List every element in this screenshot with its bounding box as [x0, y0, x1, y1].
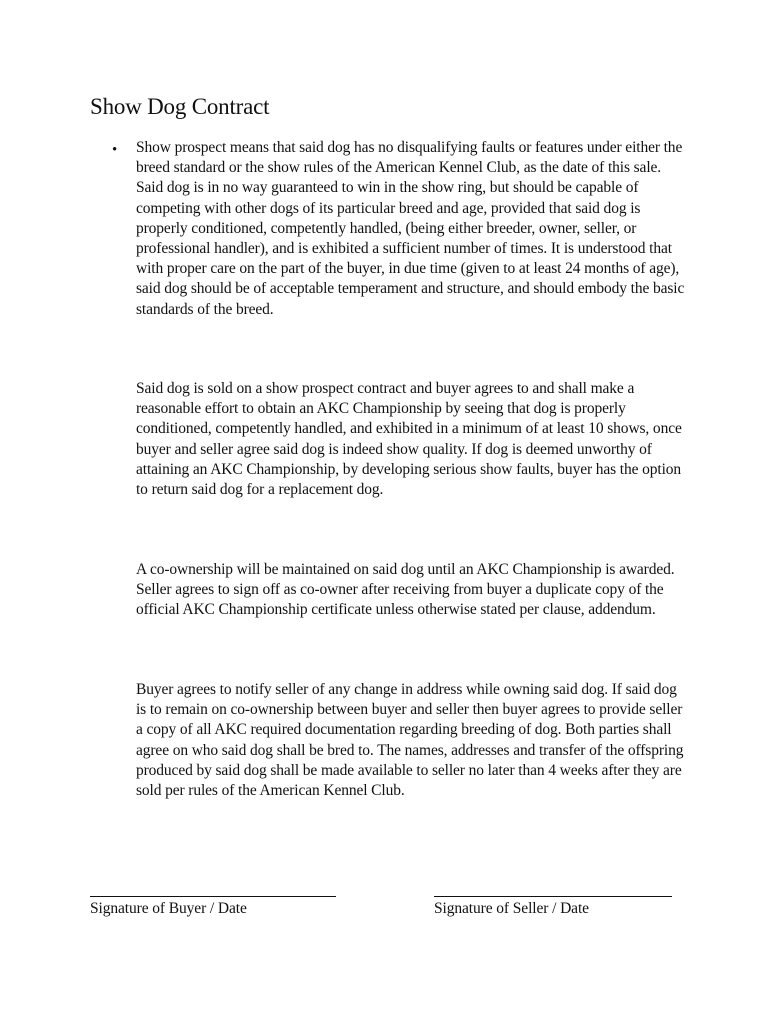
buyer-signature-line — [90, 896, 336, 897]
seller-signature-line — [434, 896, 672, 897]
buyer-signature-label: Signature of Buyer / Date — [90, 900, 247, 917]
paragraph-championship-effort: Said dog is sold on a show prospect contract and buyer agrees to and shall make a reasonable effort to obtain an AKC Championship by seeing that dog is properly conditioned, competently handled, and exhibited in a minimum of at least 10 shows, once buyer and seller agree said dog is indeed show quality. If dog is deemed unworthy of attaining an AKC Championship, by developing serious show faults, buyer has the option to return said dog for a replacement dog. — [136, 380, 682, 499]
paragraph-co-ownership: A co-ownership will be maintained on said dog until an AKC Championship is awarded. Seller agrees to sign off as co-owner after receiving from buyer a duplicate copy of the official AKC Championship certificate unless otherwise stated per clause, addendum. — [136, 561, 675, 619]
paragraph-show-prospect-definition: Show prospect means that said dog has no disqualifying faults or features under either the breed standard or the show rules of the American Kennel Club, as the date of this sale. Said dog is in no way guaranteed to win in the show ring, but should be capable of competing with other dogs of its particular breed and age, provided that said dog is properly conditioned, competently handled, (being either breeder, owner, seller, or professional handler), and is exhibited a sufficient number of times. It is understood that with proper care on the part of the buyer, in due time (given to at least 24 months of age), said dog should be of acceptable temperament and structure, and should embody the basic standards of the breed. — [136, 139, 685, 318]
paragraph-buyer-obligations: Buyer agrees to notify seller of any change in address while owning said dog. If said dog is to remain on co-ownership between buyer and seller then buyer agrees to provide seller a copy of all AKC required documentation regarding breeding of dog. Both parties shall agree on who said dog shall be bred to. The names, addresses and transfer of the offspring produced by said dog shall be made available to seller no later than 4 weeks after they are sold per rules of the American Kennel Club. — [136, 681, 684, 800]
document-title: Show Dog Contract — [90, 94, 270, 119]
seller-signature-label: Signature of Seller / Date — [434, 900, 589, 917]
bullet-marker: • — [112, 142, 118, 158]
